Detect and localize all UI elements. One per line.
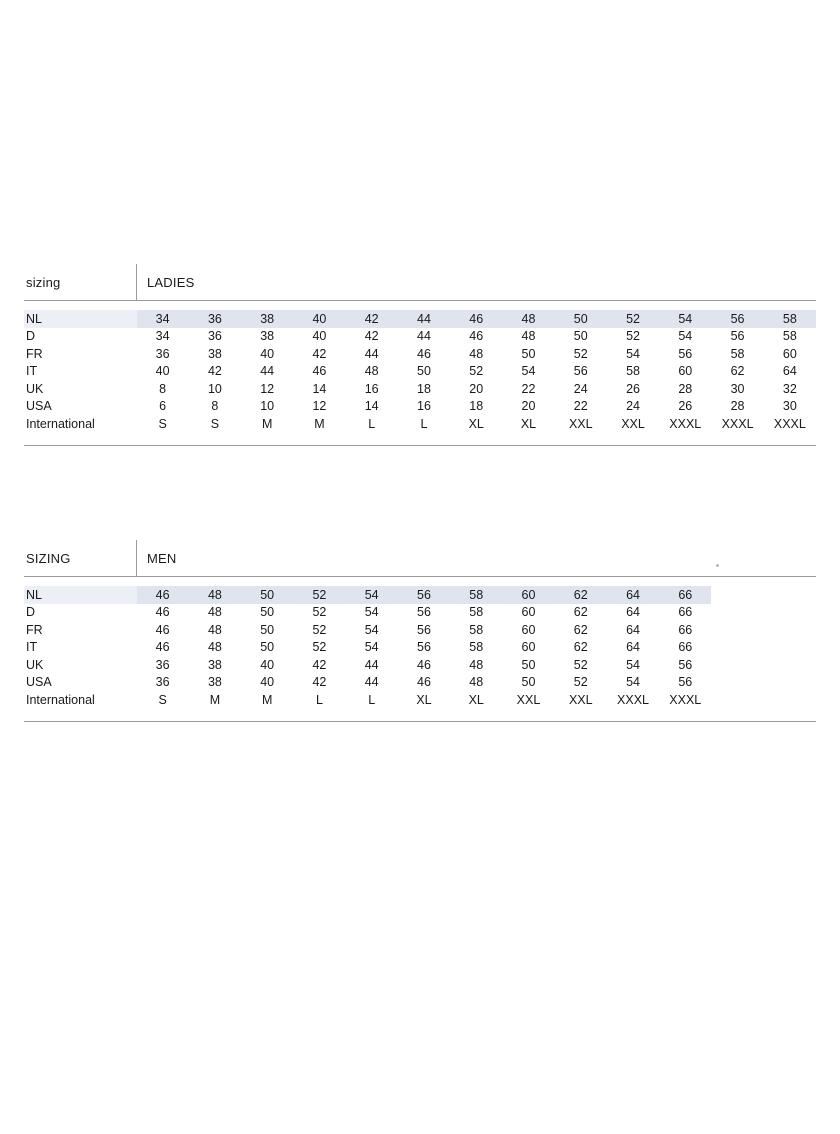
size-cell: 46: [417, 346, 431, 361]
size-cell: 62: [573, 640, 588, 655]
size-cell: 16: [364, 381, 379, 396]
spacer-cell: [24, 709, 816, 721]
size-cell: 40: [155, 364, 170, 379]
size-cell: 54: [364, 622, 379, 637]
size-cell: 52: [607, 310, 659, 328]
size-cell: XXXL: [617, 692, 649, 707]
empty-cell: [764, 621, 816, 639]
row-label: IT: [26, 364, 38, 379]
size-cell: 34: [155, 329, 170, 344]
size-cell: 60: [678, 364, 693, 379]
rule-cell: [24, 721, 816, 722]
row-label: FR: [26, 622, 43, 637]
table-row: [24, 398, 816, 416]
size-cell: 38: [207, 346, 222, 361]
table-row: [24, 380, 816, 398]
size-cell: 36: [155, 675, 170, 690]
size-cell: L: [420, 416, 428, 431]
size-cell: 54: [659, 310, 711, 328]
table-row: [24, 691, 816, 709]
size-cell: 66: [678, 605, 693, 620]
size-cell: 52: [312, 605, 327, 620]
size-cell: 54: [626, 657, 640, 672]
size-cell: 52: [312, 640, 327, 655]
size-cell: 12: [260, 381, 275, 396]
table-bottom-rule: [24, 721, 816, 722]
size-cell: 48: [207, 622, 222, 637]
table-row: [24, 363, 816, 381]
size-cell: 58: [450, 586, 502, 604]
empty-cell: [711, 639, 763, 657]
size-cell: 12: [312, 399, 327, 414]
size-cell: 52: [573, 657, 588, 672]
size-cell: 52: [573, 675, 588, 690]
size-cell: XL: [468, 692, 484, 707]
table-row: [24, 621, 816, 639]
size-cell: 8: [211, 399, 219, 414]
size-cell: 42: [312, 657, 327, 672]
table-label-header: sizing: [26, 274, 61, 290]
table-row: [24, 328, 816, 346]
table-row: [24, 310, 816, 328]
empty-cell: [711, 586, 763, 604]
table-bottom-rule: [24, 445, 816, 446]
speck-mark: [716, 564, 719, 567]
size-cell: 10: [260, 399, 275, 414]
size-cell: 42: [207, 364, 222, 379]
size-table-body: [24, 540, 816, 722]
size-cell: 44: [364, 675, 379, 690]
size-cell: 52: [626, 329, 640, 344]
size-cell: 60: [782, 346, 797, 361]
size-cell: 50: [521, 657, 536, 672]
size-cell: 26: [678, 399, 693, 414]
size-cell: 50: [417, 364, 431, 379]
size-cell: 52: [573, 346, 588, 361]
size-cell: 58: [469, 640, 484, 655]
size-cell: 22: [521, 381, 536, 396]
row-label: NL: [24, 310, 137, 328]
empty-cell: [764, 639, 816, 657]
size-cell: 62: [573, 605, 588, 620]
size-cell: 44: [398, 310, 450, 328]
size-table-ladies: [24, 264, 816, 446]
size-cell: 54: [626, 675, 640, 690]
size-cell: 42: [346, 310, 398, 328]
size-cell: 50: [521, 675, 536, 690]
spacer-cell: [24, 301, 816, 310]
size-cell: 60: [521, 605, 536, 620]
size-cell: S: [210, 416, 220, 431]
size-cell: 54: [346, 586, 398, 604]
size-cell: 38: [207, 657, 222, 672]
size-cell: 46: [417, 675, 431, 690]
size-cell: 14: [364, 399, 379, 414]
size-cell: 44: [260, 364, 275, 379]
size-cell: 40: [260, 346, 275, 361]
table-label-header: SIZING: [26, 550, 71, 566]
size-cell: S: [158, 692, 167, 707]
size-cell: XL: [520, 416, 537, 431]
size-cell: 42: [312, 675, 327, 690]
size-cell: 26: [626, 381, 640, 396]
table-row: [24, 345, 816, 363]
size-table-body: [24, 264, 816, 446]
size-cell: 64: [626, 622, 640, 637]
empty-cell: [764, 691, 816, 709]
size-cell: 38: [260, 329, 275, 344]
size-cell: 48: [469, 657, 484, 672]
size-cell: 46: [450, 310, 502, 328]
size-cell: 56: [398, 586, 450, 604]
row-label: UK: [26, 657, 44, 672]
size-cell: 58: [469, 622, 484, 637]
empty-cell: [711, 674, 763, 692]
row-label: FR: [26, 346, 43, 361]
size-cell: XL: [468, 416, 484, 431]
size-cell: 20: [521, 399, 536, 414]
empty-cell: [711, 604, 763, 622]
size-cell: 40: [260, 675, 275, 690]
size-cell: 48: [469, 675, 484, 690]
size-cell: 48: [502, 310, 554, 328]
size-cell: XL: [416, 692, 432, 707]
size-cell: XXL: [516, 692, 541, 707]
size-cell: XXXL: [721, 416, 754, 431]
table-spacer: [24, 301, 816, 310]
size-cell: 8: [159, 381, 167, 396]
size-cell: 56: [573, 364, 588, 379]
size-cell: 66: [659, 586, 711, 604]
size-cell: 56: [417, 640, 431, 655]
row-label: NL: [24, 586, 137, 604]
size-cell: 52: [469, 364, 484, 379]
size-cell: 46: [155, 640, 170, 655]
size-cell: M: [314, 416, 325, 431]
size-cell: 32: [782, 381, 797, 396]
size-cell: 18: [417, 381, 431, 396]
size-cell: 44: [364, 657, 379, 672]
size-cell: 56: [678, 657, 693, 672]
size-cell: 50: [260, 605, 275, 620]
size-cell: 24: [573, 381, 588, 396]
size-cell: 28: [730, 399, 745, 414]
empty-cell: [711, 656, 763, 674]
size-cell: 34: [137, 310, 189, 328]
row-label: D: [26, 605, 36, 620]
table-row: [24, 656, 816, 674]
size-cell: 62: [573, 622, 588, 637]
size-cell: 52: [312, 622, 327, 637]
table-title-row: [24, 540, 816, 576]
empty-cell: [764, 586, 816, 604]
size-cell: M: [261, 416, 273, 431]
size-cell: XXXL: [669, 692, 702, 707]
size-cell: 16: [417, 399, 431, 414]
size-cell: 46: [417, 657, 431, 672]
size-cell: 54: [364, 640, 379, 655]
row-label: IT: [26, 640, 38, 655]
size-cell: 56: [730, 329, 745, 344]
size-cell: 50: [521, 346, 536, 361]
size-cell: 66: [678, 640, 693, 655]
size-cell: 42: [364, 329, 379, 344]
size-cell: 48: [521, 329, 536, 344]
size-cell: 64: [626, 640, 640, 655]
size-cell: 38: [241, 310, 293, 328]
size-cell: L: [368, 416, 376, 431]
table-spacer: [24, 577, 816, 586]
size-cell: 48: [364, 364, 379, 379]
size-cell: 56: [678, 346, 693, 361]
table-title: MEN: [137, 540, 817, 576]
size-cell: XXL: [568, 692, 593, 707]
size-cell: 36: [207, 329, 222, 344]
size-cell: 18: [469, 399, 484, 414]
empty-cell: [711, 691, 763, 709]
size-cell: 24: [626, 399, 640, 414]
row-label: International: [26, 416, 95, 431]
size-cell: 30: [730, 381, 745, 396]
size-cell: XXXL: [669, 416, 702, 431]
size-cell: 46: [469, 329, 484, 344]
size-cell: 36: [155, 346, 170, 361]
size-cell: 50: [555, 310, 607, 328]
size-cell: 38: [207, 675, 222, 690]
size-cell: 46: [137, 586, 189, 604]
size-cell: M: [209, 692, 221, 707]
size-cell: 50: [241, 586, 293, 604]
size-cell: 48: [189, 586, 241, 604]
size-cell: 50: [573, 329, 588, 344]
size-cell: 50: [260, 640, 275, 655]
size-cell: 50: [260, 622, 275, 637]
size-cell: 54: [626, 346, 640, 361]
size-cell: 42: [312, 346, 327, 361]
row-label: UK: [26, 381, 44, 396]
size-cell: 58: [469, 605, 484, 620]
size-cell: S: [158, 416, 167, 431]
size-cell: 40: [312, 329, 327, 344]
empty-cell: [711, 621, 763, 639]
size-cell: 40: [293, 310, 345, 328]
size-cell: XXL: [621, 416, 645, 431]
size-cell: 62: [730, 364, 745, 379]
size-cell: 52: [293, 586, 345, 604]
table-bottom-spacer: [24, 433, 816, 445]
spacer-cell: [24, 433, 816, 445]
size-cell: 36: [189, 310, 241, 328]
size-cell: 66: [678, 622, 693, 637]
size-cell: 46: [155, 605, 170, 620]
table-row: [24, 415, 816, 433]
size-cell: 58: [730, 346, 745, 361]
size-cell: 10: [207, 381, 222, 396]
size-cell: 54: [364, 605, 379, 620]
row-label: D: [26, 329, 36, 344]
size-cell: 28: [678, 381, 693, 396]
row-label: USA: [26, 399, 52, 414]
size-cell: 36: [155, 657, 170, 672]
table-row: [24, 639, 816, 657]
size-cell: 62: [555, 586, 607, 604]
size-cell: 48: [469, 346, 484, 361]
size-cell: 56: [711, 310, 763, 328]
size-table: [24, 264, 816, 446]
size-cell: 44: [364, 346, 379, 361]
size-table: [24, 540, 816, 722]
size-cell: 58: [782, 329, 797, 344]
size-cell: 46: [312, 364, 327, 379]
size-cell: 6: [159, 399, 167, 414]
size-cell: 64: [626, 605, 640, 620]
size-cell: M: [261, 692, 273, 707]
size-cell: L: [368, 692, 376, 707]
size-cell: 48: [207, 640, 222, 655]
size-cell: 46: [155, 622, 170, 637]
size-cell: 54: [521, 364, 536, 379]
size-cell: XXXL: [773, 416, 806, 431]
size-cell: XXL: [568, 416, 593, 431]
size-table-men: [24, 540, 816, 722]
size-cell: 22: [573, 399, 588, 414]
size-cell: 56: [417, 622, 431, 637]
size-cell: 64: [607, 586, 659, 604]
size-cell: L: [315, 692, 323, 707]
size-cell: 48: [207, 605, 222, 620]
table-title-row: [24, 264, 816, 300]
table-row: [24, 604, 816, 622]
empty-cell: [764, 604, 816, 622]
table-title: LADIES: [137, 264, 817, 300]
row-label: International: [26, 692, 95, 707]
size-cell: 58: [764, 310, 816, 328]
table-row: [24, 586, 816, 604]
size-cell: 14: [312, 381, 327, 396]
size-cell: 56: [417, 605, 431, 620]
size-cell: 30: [782, 399, 797, 414]
size-cell: 58: [626, 364, 640, 379]
size-cell: 60: [521, 640, 536, 655]
size-cell: 60: [502, 586, 554, 604]
empty-cell: [764, 674, 816, 692]
size-cell: 56: [678, 675, 693, 690]
size-cell: 64: [782, 364, 797, 379]
table-row: [24, 674, 816, 692]
spacer-cell: [24, 577, 816, 586]
size-cell: 20: [469, 381, 484, 396]
table-bottom-spacer: [24, 709, 816, 721]
row-label: USA: [26, 675, 52, 690]
empty-cell: [764, 656, 816, 674]
rule-cell: [24, 445, 816, 446]
size-cell: 60: [521, 622, 536, 637]
size-cell: 54: [678, 329, 693, 344]
size-cell: 44: [417, 329, 431, 344]
size-cell: 40: [260, 657, 275, 672]
